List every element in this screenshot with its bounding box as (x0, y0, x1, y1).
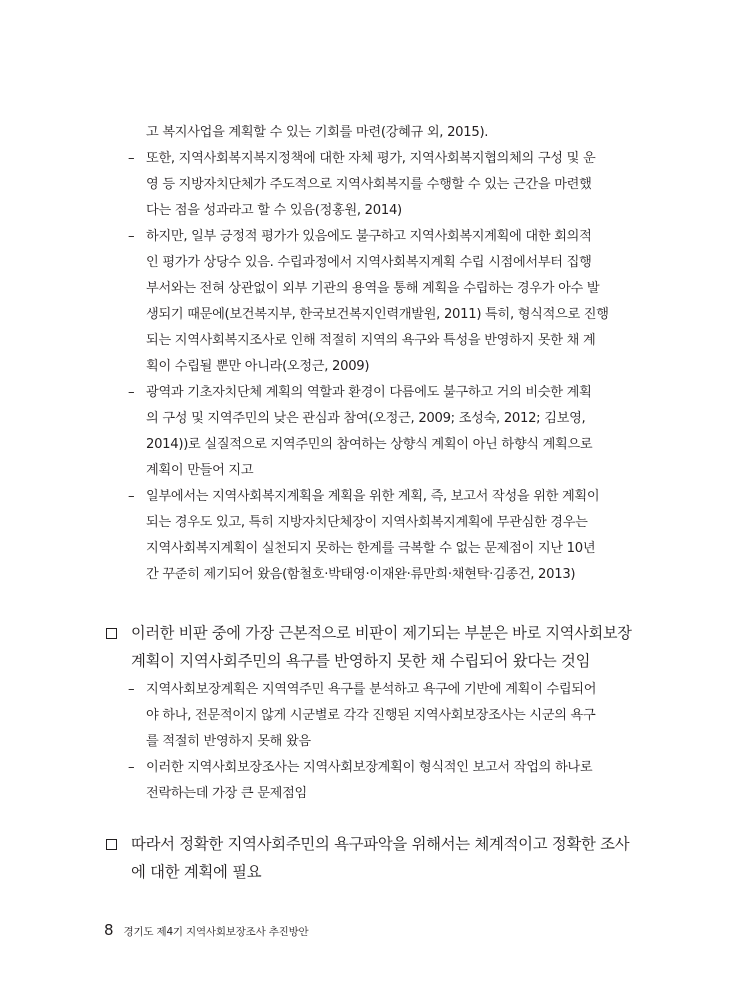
text-line: 생되기 때문에(보건복지부, 한국보건복지인력개발원, 2011) 특히, 형식적으로 진행 (146, 307, 609, 322)
page-footer (104, 920, 308, 939)
text-line: 지역사회복지계획이 실천되지 못하는 한계를 극복할 수 없는 문제점이 지난 10년 (146, 541, 596, 556)
footer-title: 경기도 제4기 지역사회보장조사 추진방안 (123, 926, 309, 938)
page-number: 8 (104, 921, 114, 939)
text-line: 또한, 지역사회복지복지정책에 대한 자체 평가, 지역사회복지협의체의 구성 및 운 (146, 151, 596, 166)
text-line: 다는 점을 성과라고 할 수 있음(정홍원, 2014) (146, 203, 402, 218)
dash-marker: – (128, 151, 135, 166)
text-line: 획이 수립될 뿐만 아니라(오정근, 2009) (146, 359, 370, 374)
text-line: 인 평가가 상당수 있음. 수립과정에서 지역사회복지계획 수립 시점에서부터 집행 (146, 255, 592, 270)
text-line: 되는 지역사회복지조사로 인해 적절히 지역의 욕구와 특성을 반영하지 못한 채 계 (146, 333, 596, 348)
text-line: 야 하나, 전문적이지 않게 시군별로 각각 진행된 지역사회보장조사는 시군의 욕구 (146, 708, 596, 723)
dash-marker: – (128, 229, 135, 244)
text-line: 2014))로 실질적으로 지역주민의 참여하는 상향식 계획이 아닌 하향식 계획으로 (146, 437, 593, 452)
text-line: 간 꾸준히 제기되어 왔음(함철호·박태영·이재완·류만희·채현탁·김종건, 2013) (146, 567, 576, 582)
dash-marker: – (128, 760, 135, 775)
text-line: 되는 경우도 있고, 특히 지방자치단체장이 지역사회복지계획에 무관심한 경우는 (146, 515, 588, 530)
checkbox-square-icon (106, 839, 117, 850)
text-line: 일부에서는 지역사회복지계획을 계획을 위한 계획, 즉, 보고서 작성을 위한 계획이 (146, 489, 600, 504)
text-line: 의 구성 및 지역주민의 낮은 관심과 참여(오정근, 2009; 조성숙, 2012; 김보영, (146, 411, 586, 426)
text-line: 를 적절히 반영하지 못해 왔음 (146, 734, 311, 749)
dash-marker: – (128, 385, 135, 400)
text-line: 계획이 만들어 지고 (146, 463, 254, 478)
checkbox-square-icon (106, 628, 117, 639)
dash-marker: – (128, 489, 135, 504)
main-item-line: 계획이 지역사회주민의 욕구를 반영하지 못한 채 수립되어 왔다는 것임 (131, 652, 591, 670)
main-item-line: 이러한 비판 중에 가장 근본적으로 비판이 제기되는 부분은 바로 지역사회보장 (131, 624, 632, 642)
text-line: 부서와는 전혀 상관없이 외부 기관의 용역을 통해 계획을 수립하는 경우가 아수 발 (146, 281, 600, 296)
text-line: 영 등 지방자치단체가 주도적으로 지역사회복지를 수행할 수 있는 근간을 마련했 (146, 177, 592, 192)
text-line: 고 복지사업을 계획할 수 있는 기회를 마련(강혜규 외, 2015). (146, 125, 489, 140)
main-item-line: 에 대한 계획에 필요 (131, 863, 262, 881)
text-line: 이러한 지역사회보장조사는 지역사회보장계획이 형식적인 보고서 작업의 하나로 (146, 760, 593, 775)
dash-marker: – (128, 682, 135, 697)
text-line: 광역과 기초자치단체 계획의 역할과 환경이 다름에도 불구하고 거의 비슷한 계획 (146, 385, 592, 400)
text-line: 지역사회보장계획은 지역역주민 욕구를 분석하고 욕구에 기반에 계획이 수립되어 (146, 682, 597, 697)
text-line: 전락하는데 가장 큰 문제점임 (146, 786, 307, 801)
main-item-line: 따라서 정확한 지역사회주민의 욕구파악을 위해서는 체계적이고 정확한 조사 (131, 835, 630, 853)
text-line: 하지만, 일부 긍정적 평가가 있음에도 불구하고 지역사회복지계획에 대한 회의적 (146, 229, 592, 244)
